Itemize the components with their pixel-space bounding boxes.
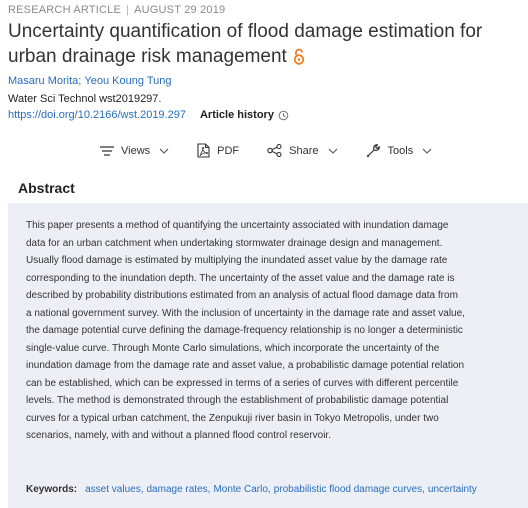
keyword-separator: , (267, 484, 271, 495)
keyword-separator: , (140, 484, 144, 495)
abstract-section (8, 203, 528, 508)
journal-citation: Water Sci Technol wst2019297. (8, 93, 162, 105)
pdf-file-icon (197, 143, 210, 158)
article-title (8, 19, 513, 72)
pdf-button[interactable] (197, 143, 239, 158)
abstract-line: scenarios, namely, with and without a planned flood control reservoir. (26, 430, 331, 441)
share-nodes-icon (267, 144, 282, 157)
abstract-line: can be established, which can be expressed in terms of a series of curves with different percentile (26, 377, 459, 389)
keyword-link[interactable]: probabilistic flood damage curves (273, 484, 423, 495)
article-title-text: Uncertainty quantification of flood damage estimation for urban drainage risk management (8, 21, 483, 67)
abstract-line: corresponding to the inundation depth. The uncertainty of the asset value and the damage rate is (26, 272, 455, 284)
author-link[interactable]: Masaru Morita (8, 75, 79, 87)
keyword-separator: , (422, 484, 425, 495)
article-history-label: Article history (199, 109, 274, 121)
abstract-heading: Abstract (18, 180, 75, 196)
abstract-line: levels. The method is demonstrated through the establishment of probabilistic damage potential (26, 395, 449, 406)
keywords-row (26, 484, 477, 495)
abstract-line: a national government survey. With the inclusion of uncertainty in the damage rate and asset value, (26, 307, 465, 319)
pdf-label: PDF (217, 144, 240, 157)
tools-dropdown[interactable] (366, 143, 433, 158)
abstract-line: single-value curve. Through Monte Carlo simulations, which incorporate the uncertainty of the (26, 342, 440, 354)
article-toolbar (100, 143, 460, 158)
abstract-line: the damage potential curve defining the damage-frequency relationship is no longer a deterministic (26, 325, 463, 336)
doi-link[interactable]: https://doi.org/10.2166/wst.2019.297 (8, 109, 186, 121)
abstract-line: inundation damage from the damage rate and asset value, a probabilistic damage potential relation (26, 360, 465, 371)
history-clock-icon (278, 110, 289, 121)
doi-row (8, 109, 289, 121)
share-label: Share (289, 144, 319, 157)
author-separator: ; (78, 75, 82, 87)
chevron-down-icon (422, 148, 432, 154)
abstract-line: data for an urban catchment when undertaking stormwater drainage design and management. (26, 237, 443, 249)
author-list (8, 75, 172, 87)
open-access-lock-icon (293, 47, 305, 72)
chevron-down-icon (159, 148, 169, 154)
tools-label: Tools (387, 144, 414, 157)
abstract-line: described by probability distributions estimated from an analysis of actual flood damage data from (26, 290, 458, 301)
author-link[interactable]: Yeou Koung Tung (84, 75, 172, 87)
keyword-link[interactable]: damage rates (146, 484, 208, 495)
views-dropdown[interactable] (100, 145, 169, 157)
abstract-text (26, 217, 516, 445)
publication-date: AUGUST 29 2019 (134, 4, 226, 16)
keyword-link[interactable]: asset values (85, 484, 141, 495)
keyword-link[interactable]: Monte Carlo (213, 484, 268, 495)
article-meta-line (8, 4, 225, 16)
views-label: Views (121, 144, 151, 157)
menu-lines-icon (100, 146, 114, 156)
keyword-link[interactable]: uncertainty (427, 484, 477, 495)
abstract-line: curves for a typical urban catchment, the Zenpukuji river basin in Tokyo Metropolis, under two (26, 412, 439, 424)
article-type: RESEARCH ARTICLE (8, 4, 122, 16)
keyword-separator: , (207, 484, 211, 495)
keywords-label: Keywords: (26, 484, 78, 495)
abstract-line: This paper presents a method of quantifying the uncertainty associated with inundation damage (26, 220, 449, 231)
abstract-line: Usually flood damage is estimated by multiplying the inundated asset value by the damage rate (26, 255, 448, 266)
share-dropdown[interactable] (267, 144, 337, 157)
chevron-down-icon (328, 148, 338, 154)
wrench-icon (366, 143, 381, 158)
article-history-button[interactable] (200, 109, 289, 121)
meta-separator: | (126, 4, 130, 16)
